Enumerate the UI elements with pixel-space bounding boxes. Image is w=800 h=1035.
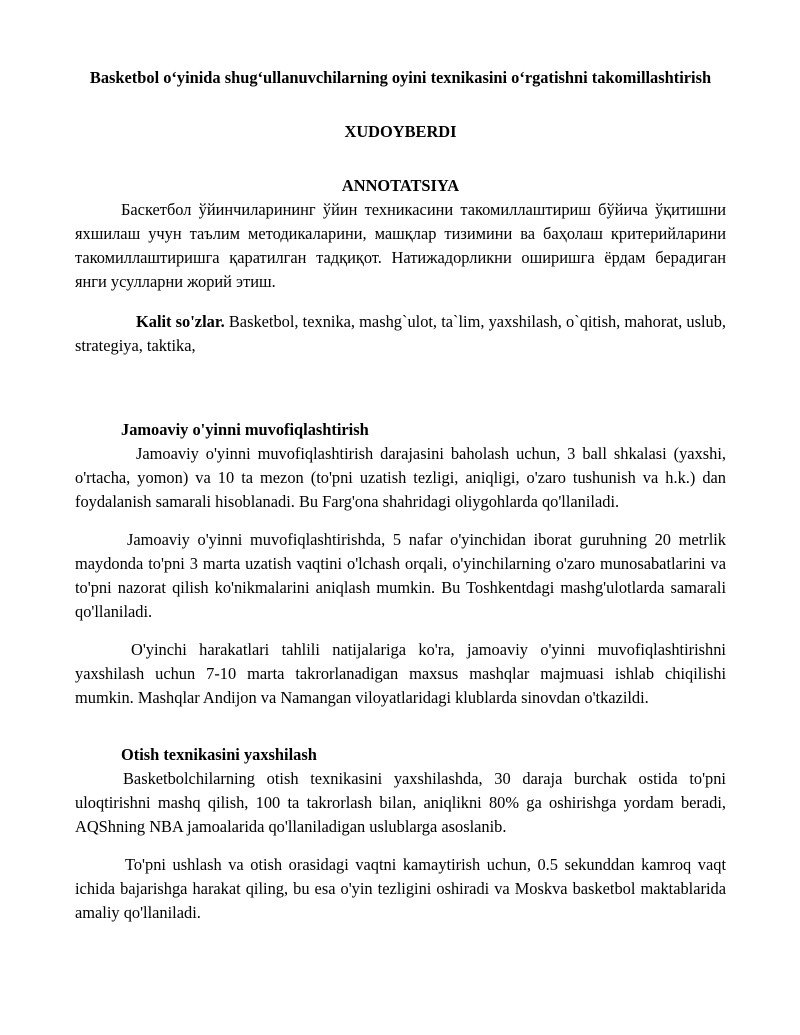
document-title: Basketbol o‘yinida shug‘ullanuvchilarning oyini texnikasini o‘rgatishni takomillashtirish <box>89 68 712 87</box>
keywords-label: Kalit so'zlar. <box>136 312 225 331</box>
keywords-paragraph <box>75 310 726 358</box>
author-name: XUDOYBERDI <box>344 122 457 141</box>
section-heading-shooting: Otish texnikasini yaxshilash <box>121 745 317 764</box>
section2-paragraph-2: To'pni ushlash va otish orasidagi vaqtni kamaytirish uchun, 0.5 sekunddan kamroq vaqt ichida bajarishga harakat qiling, bu esa o'yin tezligini oshiradi va Moskva basketbol maktablarida amaliy qo'llaniladi. <box>75 855 726 922</box>
annotation-text: Баскетбол ўйинчиларининг ўйин техникасини такомиллаштириш бўйича ўқитишни яхшилаш учун таълим методикаларини, машқлар тизимини ва баҳолаш критерийларини такомиллаштиришга қаратилган тадқиқот. Натижадорликни оширишга ёрдам берадиган янги усулларни жорий этиш. <box>75 200 726 291</box>
annotation-heading: ANNOTATSIYA <box>341 176 460 195</box>
section1-paragraph-1: Jamoaviy o'yinni muvofiqlashtirish darajasini baholash uchun, 3 ball shkalasi (yaxshi, o'rtacha, yomon) va 10 ta mezon (to'pni uzatish tezligi, aniqligi, o'zaro tushunish va h.k.) dan foydalanish samarali hisoblanadi. Bu Farg'ona shahridagi oliygohlarda qo'llaniladi. <box>75 444 726 511</box>
section1-paragraph-2: Jamoaviy o'yinni muvofiqlashtirishda, 5 nafar o'yinchidan iborat guruhning 20 metrlik maydonda to'pni 3 marta uzatish vaqtini o'lchash orqali, o'yinchilarning o'zaro munosabatlarini va to'pni nazorat qilish ko'nikmalarini aniqlash mumkin. Bu Toshkentdagi mashg'ulotlarda samarali qo'llaniladi. <box>75 530 726 621</box>
section2-paragraph-1: Basketbolchilarning otish texnikasini yaxshilashda, 30 daraja burchak ostida to'pni uloqtirishni mashq qilish, 100 ta takrorlash bilan, aniqlikni 80% ga oshirishga yordam beradi, AQShning NBA jamoalarida qo'llaniladigan uslublarga asoslanib. <box>75 769 726 836</box>
section1-paragraph-3: O'yinchi harakatlari tahlili natijalariga ko'ra, jamoaviy o'yinni muvofiqlashtirishni yaxshilash uchun 7-10 marta takrorlanadigan maxsus mashqlar majmuasi ishlab chiqilishi mumkin. Mashqlar Andijon va Namangan viloyatlaridagi klublarda sinovdan o'tkazildi. <box>75 640 726 707</box>
keywords-text: Basketbol, texnika, mashg`ulot, ta`lim, yaxshilash, o`qitish, mahorat, uslub, strategiya, taktika, <box>75 312 726 355</box>
section-heading-coordination: Jamoaviy o'yinni muvofiqlashtirish <box>121 420 369 439</box>
